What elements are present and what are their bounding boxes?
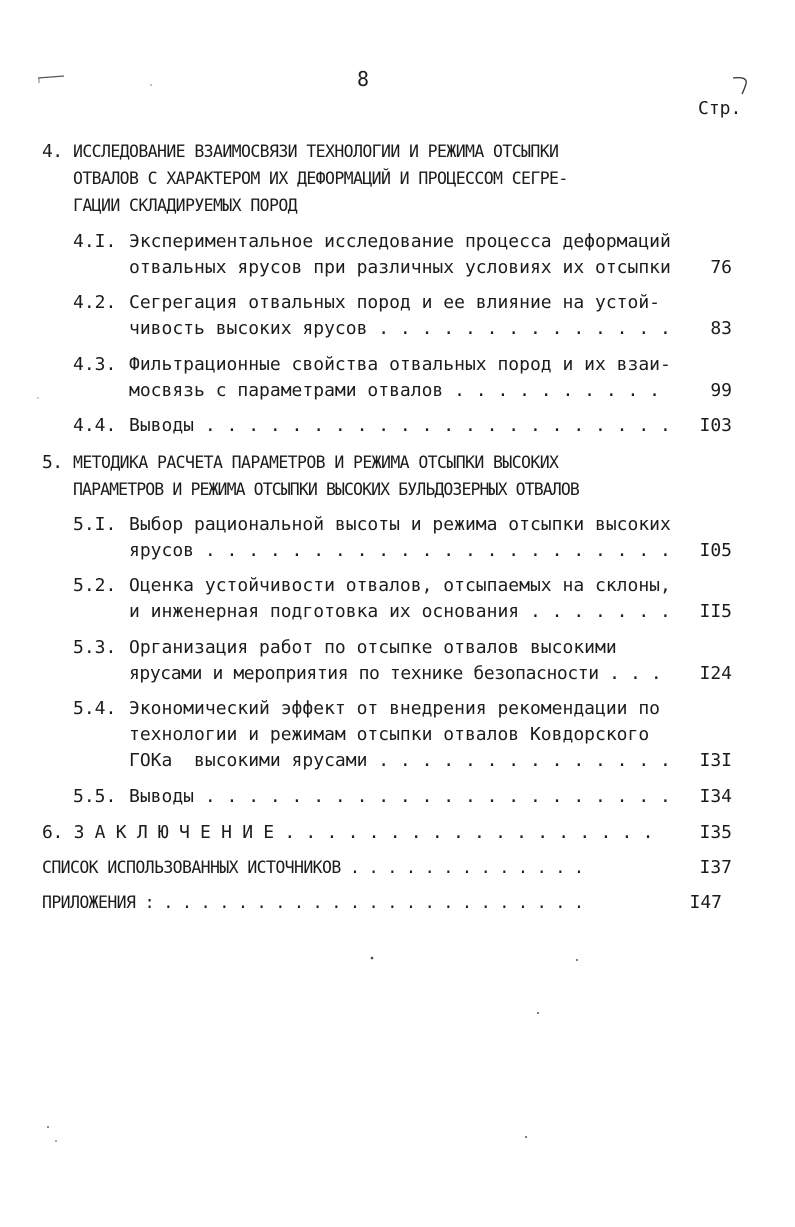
toc-entry-4-3-page: 99 (710, 380, 732, 401)
toc-entry-5-4-title-line1: Экономический эффект от внедрения рекомендации по (129, 698, 661, 719)
toc-conclusion-page: I35 (699, 822, 732, 843)
toc-entry-5-5-page: I34 (699, 786, 732, 807)
toc-entry-5-5-title-line1: Выводы . . . . . . . . . . . . . . . . . . . . . . (129, 786, 671, 807)
toc-entry-5-1-title-line1: Выбор рациональной высоты и режима отсыпки высоких (129, 514, 671, 535)
toc-entry-4-2-title-line1: Сегрегация отвальных пород и ее влияние на устой- (129, 292, 661, 313)
toc-entry-5-2-page: II5 (699, 601, 732, 622)
toc-entry-5-4-number: 5.4. (73, 698, 117, 719)
toc-appendices-page: I47 (689, 892, 722, 913)
toc-appendices-title: ПРИЛОЖЕНИЯ : . . . . . . . . . . . . . . . . . . . . . . . (42, 893, 584, 912)
toc-entry-4-2-title-line2: чивость высоких ярусов . . . . . . . . . . . . . . (129, 318, 671, 339)
toc-entry-5-3-page: I24 (699, 663, 732, 684)
toc-entry-4-3-number: 4.3. (73, 354, 117, 375)
toc-entry-4-4-number: 4.4. (73, 415, 117, 436)
toc-entry-5-2-number: 5.2. (73, 575, 117, 596)
toc-entry-4-1-title-line1: Экспериментальное исследование процесса деформаций (129, 231, 671, 252)
toc-entry-5-4-title-line3: ГОКа высокими ярусами . . . . . . . . . . . . . . (129, 750, 671, 771)
toc-entry-4-2-page: 83 (710, 318, 732, 339)
toc-references-title: СПИСОК ИСПОЛЬЗОВАННЫХ ИСТОЧНИКОВ . . . . . . . . . . . . . (42, 858, 584, 877)
toc-entry-4-1-page: 76 (710, 257, 732, 278)
toc-section-4-number: 4. (42, 141, 63, 162)
toc-section-5-title-line1: МЕТОДИКА РАСЧЕТА ПАРАМЕТРОВ И РЕЖИМА ОТСЫПКИ ВЫСОКИХ (73, 453, 559, 472)
toc-entry-4-4-page: I03 (699, 415, 732, 436)
toc-entry-5-3-number: 5.3. (73, 637, 117, 658)
toc-conclusion-title: 6. З А К Л Ю Ч Е Н И Е . . . . . . . . . . . . . . . . . . (42, 822, 654, 843)
toc-references-page: I37 (699, 857, 732, 878)
toc-entry-5-2-title-line1: Оценка устойчивости отвалов, отсыпаемых на склоны, (129, 575, 671, 596)
toc-entry-5-1-page: I05 (699, 540, 732, 561)
toc-entry-4-3-title-line1: Фильтрационные свойства отвальных пород и их взаи- (129, 354, 671, 375)
toc-section-5-title-line2: ПАРАМЕТРОВ И РЕЖИМА ОТСЫПКИ ВЫСОКИХ БУЛЬДОЗЕРНЫХ ОТВАЛОВ (73, 480, 579, 499)
toc-entry-5-1-number: 5.I. (73, 514, 117, 535)
toc-entry-5-4-page: I3I (699, 750, 732, 771)
toc-section-4-title-line1: ИССЛЕДОВАНИЕ ВЗАИМОСВЯЗИ ТЕХНОЛОГИИ И РЕЖИМА ОТСЫПКИ (73, 142, 559, 161)
toc-entry-5-1-title-line2: ярусов . . . . . . . . . . . . . . . . . . . . . . (129, 540, 671, 561)
page-number: 8 (357, 67, 370, 91)
toc-entry-4-1-title-line2: отвальных ярусов при различных условиях их отсыпки (129, 257, 671, 278)
toc-entry-4-4-title-line1: Выводы . . . . . . . . . . . . . . . . . . . . . . (129, 415, 671, 436)
toc-entry-5-5-number: 5.5. (73, 786, 117, 807)
toc-section-4-title-line3: ГАЦИИ СКЛАДИРУЕМЫХ ПОРОД (73, 196, 298, 215)
toc-entry-5-2-title-line2: и инженерная подготовка их основания . . . . . . . (129, 601, 671, 622)
toc-entry-4-3-title-line2: мосвязь с параметрами отвалов . . . . . . . . . . (129, 380, 661, 401)
toc-section-4-title-line2: ОТВАЛОВ С ХАРАКТЕРОМ ИХ ДЕФОРМАЦИЙ И ПРОЦЕССОМ СЕГРЕ- (73, 169, 568, 188)
toc-entry-5-3-title-line1: Организация работ по отсыпке отвалов высокими (129, 637, 617, 658)
toc-entry-4-1-number: 4.I. (73, 231, 117, 252)
toc-entry-5-4-title-line2: технологии и режимам отсыпки отвалов Ковдорского (129, 724, 650, 745)
page-column-label: Стр. (698, 98, 742, 119)
toc-entry-4-2-number: 4.2. (73, 292, 117, 313)
toc-entry-5-3-title-line2: ярусами и мероприятия по технике безопасности . . . (129, 663, 662, 684)
toc-section-5-number: 5. (42, 452, 63, 473)
